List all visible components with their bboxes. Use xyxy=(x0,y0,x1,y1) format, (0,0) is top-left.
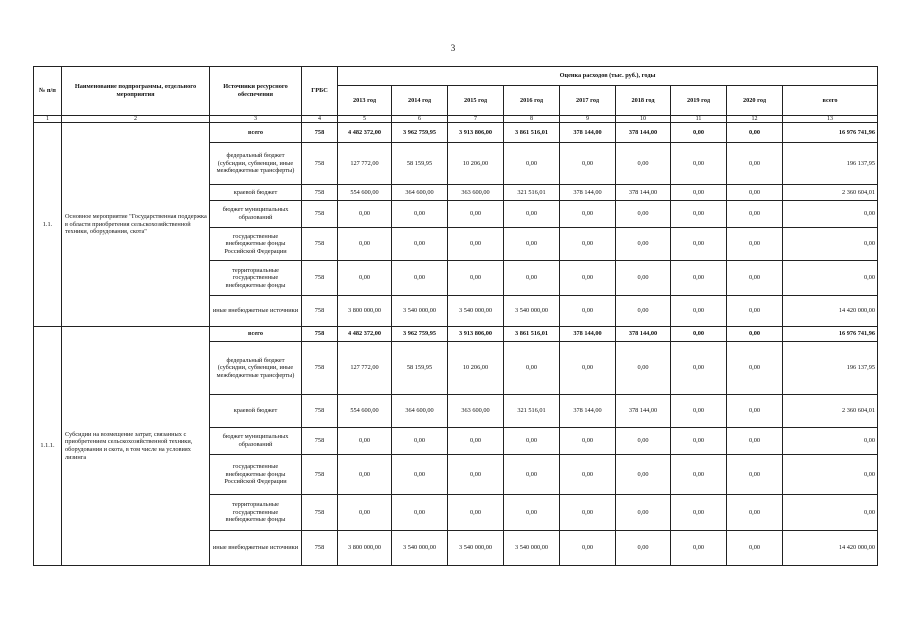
year-value: 0,00 xyxy=(616,261,671,296)
year-value: 0,00 xyxy=(616,228,671,261)
funding-source: федеральный бюджет (субсидии, субвенции, иные межбюджетные трансферты) xyxy=(210,143,302,185)
year-value: 321 516,01 xyxy=(504,395,560,428)
year-value: 0,00 xyxy=(616,531,671,566)
total-value: 14 420 000,00 xyxy=(783,296,878,327)
year-value: 0,00 xyxy=(338,495,392,531)
funding-source: всего xyxy=(210,123,302,143)
year-value: 0,00 xyxy=(504,428,560,455)
grbs-code: 758 xyxy=(302,201,338,228)
year-value: 0,00 xyxy=(671,395,727,428)
row-name: Субсидии на возмещение затрат, связанных с приобретением сельскохозяйственной техники, оборудования и скота, в том числе на условиях лизинга xyxy=(62,327,210,566)
year-value: 0,00 xyxy=(392,455,448,495)
year-value: 127 772,00 xyxy=(338,143,392,185)
year-value: 10 206,00 xyxy=(448,143,504,185)
year-value: 0,00 xyxy=(727,327,783,342)
year-value: 3 913 806,00 xyxy=(448,123,504,143)
grbs-code: 758 xyxy=(302,455,338,495)
year-value: 3 540 000,00 xyxy=(448,531,504,566)
year-value: 0,00 xyxy=(727,143,783,185)
total-value: 0,00 xyxy=(783,201,878,228)
year-value: 0,00 xyxy=(727,261,783,296)
funding-source: федеральный бюджет (субсидии, субвенции, иные межбюджетные трансферты) xyxy=(210,342,302,395)
year-value: 58 159,95 xyxy=(392,143,448,185)
year-value: 3 861 516,01 xyxy=(504,327,560,342)
year-value: 0,00 xyxy=(727,428,783,455)
year-value: 0,00 xyxy=(727,185,783,201)
year-value: 0,00 xyxy=(392,495,448,531)
year-value: 3 540 000,00 xyxy=(504,531,560,566)
year-value: 321 516,01 xyxy=(504,185,560,201)
header-year: 2019 год xyxy=(671,86,727,116)
funding-source: всего xyxy=(210,327,302,342)
year-value: 3 962 759,95 xyxy=(392,123,448,143)
total-value: 0,00 xyxy=(783,455,878,495)
year-value: 0,00 xyxy=(727,531,783,566)
year-value: 363 600,00 xyxy=(448,185,504,201)
year-value: 0,00 xyxy=(671,531,727,566)
total-value: 196 137,95 xyxy=(783,143,878,185)
year-value: 0,00 xyxy=(504,143,560,185)
table-row xyxy=(34,327,878,342)
year-value: 0,00 xyxy=(727,495,783,531)
year-value: 0,00 xyxy=(560,455,616,495)
year-value: 378 144,00 xyxy=(560,395,616,428)
year-value: 0,00 xyxy=(392,428,448,455)
year-value: 0,00 xyxy=(504,342,560,395)
year-value: 0,00 xyxy=(671,327,727,342)
funding-source: бюджет муниципальных образований xyxy=(210,428,302,455)
funding-source: иные внебюджетные источники xyxy=(210,531,302,566)
column-index: 3 xyxy=(210,116,302,123)
column-index: 6 xyxy=(392,116,448,123)
column-index: 9 xyxy=(560,116,616,123)
column-index: 10 xyxy=(616,116,671,123)
year-value: 4 482 372,00 xyxy=(338,327,392,342)
year-value: 554 600,00 xyxy=(338,395,392,428)
year-value: 0,00 xyxy=(338,455,392,495)
total-value: 14 420 000,00 xyxy=(783,531,878,566)
grbs-code: 758 xyxy=(302,261,338,296)
column-index: 4 xyxy=(302,116,338,123)
year-value: 378 144,00 xyxy=(560,123,616,143)
year-value: 0,00 xyxy=(448,495,504,531)
header-year: 2017 год xyxy=(560,86,616,116)
total-value: 2 360 604,01 xyxy=(783,185,878,201)
table-row xyxy=(34,123,878,143)
year-value: 4 482 372,00 xyxy=(338,123,392,143)
year-value: 378 144,00 xyxy=(616,185,671,201)
year-value: 0,00 xyxy=(504,228,560,261)
year-value: 3 540 000,00 xyxy=(448,296,504,327)
year-value: 0,00 xyxy=(338,228,392,261)
year-value: 3 913 806,00 xyxy=(448,327,504,342)
year-value: 0,00 xyxy=(560,228,616,261)
grbs-code: 758 xyxy=(302,342,338,395)
year-value: 0,00 xyxy=(560,201,616,228)
year-value: 0,00 xyxy=(671,342,727,395)
total-value: 2 360 604,01 xyxy=(783,395,878,428)
year-value: 378 144,00 xyxy=(616,327,671,342)
total-value: 0,00 xyxy=(783,228,878,261)
year-value: 0,00 xyxy=(727,395,783,428)
grbs-code: 758 xyxy=(302,123,338,143)
year-value: 0,00 xyxy=(504,261,560,296)
header-grbs: ГРБС xyxy=(302,67,338,116)
year-value: 0,00 xyxy=(671,201,727,228)
year-value: 3 540 000,00 xyxy=(392,296,448,327)
year-value: 3 861 516,01 xyxy=(504,123,560,143)
header-source: Источники ресурсного обеспечения xyxy=(210,67,302,116)
year-value: 0,00 xyxy=(671,185,727,201)
year-value: 0,00 xyxy=(727,123,783,143)
year-value: 0,00 xyxy=(727,228,783,261)
header-year: 2013 год xyxy=(338,86,392,116)
total-value: 0,00 xyxy=(783,428,878,455)
total-value: 16 976 741,96 xyxy=(783,123,878,143)
year-value: 0,00 xyxy=(671,123,727,143)
total-value: 0,00 xyxy=(783,495,878,531)
year-value: 0,00 xyxy=(671,143,727,185)
grbs-code: 758 xyxy=(302,531,338,566)
year-value: 0,00 xyxy=(448,201,504,228)
total-value: 196 137,95 xyxy=(783,342,878,395)
year-value: 0,00 xyxy=(727,296,783,327)
year-value: 3 540 000,00 xyxy=(392,531,448,566)
funding-source: территориальные государственные внебюджетные фонды xyxy=(210,261,302,296)
year-value: 0,00 xyxy=(504,455,560,495)
grbs-code: 758 xyxy=(302,428,338,455)
budget-table xyxy=(33,66,878,566)
row-name: Основное мероприятие "Государственная поддержка в области приобретения сельскохозяйственной техники, оборудования, скота" xyxy=(62,123,210,327)
year-value: 0,00 xyxy=(504,495,560,531)
total-value: 16 976 741,96 xyxy=(783,327,878,342)
year-value: 0,00 xyxy=(727,201,783,228)
grbs-code: 758 xyxy=(302,143,338,185)
year-value: 127 772,00 xyxy=(338,342,392,395)
year-value: 0,00 xyxy=(616,428,671,455)
year-value: 0,00 xyxy=(671,261,727,296)
year-value: 0,00 xyxy=(616,201,671,228)
year-value: 0,00 xyxy=(338,261,392,296)
column-index: 13 xyxy=(783,116,878,123)
header-year: 2020 год xyxy=(727,86,783,116)
year-value: 0,00 xyxy=(616,455,671,495)
grbs-code: 758 xyxy=(302,296,338,327)
grbs-code: 758 xyxy=(302,495,338,531)
year-value: 3 540 000,00 xyxy=(504,296,560,327)
year-value: 3 800 000,00 xyxy=(338,296,392,327)
year-value: 0,00 xyxy=(448,261,504,296)
year-value: 0,00 xyxy=(560,531,616,566)
column-index: 7 xyxy=(448,116,504,123)
year-value: 3 800 000,00 xyxy=(338,531,392,566)
year-value: 378 144,00 xyxy=(616,395,671,428)
funding-source: бюджет муниципальных образований xyxy=(210,201,302,228)
year-value: 0,00 xyxy=(616,296,671,327)
year-value: 0,00 xyxy=(727,455,783,495)
year-value: 0,00 xyxy=(560,296,616,327)
year-value: 554 600,00 xyxy=(338,185,392,201)
year-value: 378 144,00 xyxy=(560,327,616,342)
column-index: 11 xyxy=(671,116,727,123)
year-value: 0,00 xyxy=(671,455,727,495)
header-name: Наименование подпрограммы, отдельного мероприятия xyxy=(62,67,210,116)
funding-source: иные внебюджетные источники xyxy=(210,296,302,327)
column-index: 2 xyxy=(62,116,210,123)
year-value: 0,00 xyxy=(392,228,448,261)
year-value: 0,00 xyxy=(560,428,616,455)
year-value: 364 600,00 xyxy=(392,395,448,428)
year-value: 0,00 xyxy=(616,342,671,395)
funding-source: территориальные государственные внебюджетные фонды xyxy=(210,495,302,531)
grbs-code: 758 xyxy=(302,228,338,261)
header-year: 2014 год xyxy=(392,86,448,116)
grbs-code: 758 xyxy=(302,395,338,428)
year-value: 0,00 xyxy=(448,228,504,261)
year-value: 0,00 xyxy=(392,201,448,228)
year-value: 0,00 xyxy=(671,228,727,261)
column-index: 5 xyxy=(338,116,392,123)
funding-source: краевой бюджет xyxy=(210,185,302,201)
year-value: 0,00 xyxy=(616,143,671,185)
year-value: 0,00 xyxy=(338,201,392,228)
grbs-code: 758 xyxy=(302,185,338,201)
year-value: 0,00 xyxy=(560,261,616,296)
year-value: 0,00 xyxy=(448,455,504,495)
header-year: 2018 год xyxy=(616,86,671,116)
funding-source: государственные внебюджетные фонды Российской Федерации xyxy=(210,228,302,261)
year-value: 3 962 759,95 xyxy=(392,327,448,342)
year-value: 0,00 xyxy=(560,342,616,395)
year-value: 364 600,00 xyxy=(392,185,448,201)
year-value: 58 159,95 xyxy=(392,342,448,395)
year-value: 10 206,00 xyxy=(448,342,504,395)
header-estimate: Оценка расходов (тыс. руб.), годы xyxy=(338,67,878,86)
year-value: 0,00 xyxy=(671,495,727,531)
year-value: 378 144,00 xyxy=(560,185,616,201)
header-year: 2015 год xyxy=(448,86,504,116)
year-value: 0,00 xyxy=(727,342,783,395)
header-num: № п/п xyxy=(34,67,62,116)
year-value: 363 600,00 xyxy=(448,395,504,428)
column-index: 12 xyxy=(727,116,783,123)
year-value: 0,00 xyxy=(671,428,727,455)
year-value: 0,00 xyxy=(448,428,504,455)
total-value: 0,00 xyxy=(783,261,878,296)
page-number: 3 xyxy=(450,43,456,53)
column-index: 8 xyxy=(504,116,560,123)
year-value: 0,00 xyxy=(560,495,616,531)
year-value: 0,00 xyxy=(338,428,392,455)
funding-source: государственные внебюджетные фонды Российской Федерации xyxy=(210,455,302,495)
header-year: 2016 год xyxy=(504,86,560,116)
row-code: 1.1.1. xyxy=(34,327,62,566)
row-code: 1.1. xyxy=(34,123,62,327)
year-value: 0,00 xyxy=(671,296,727,327)
column-index: 1 xyxy=(34,116,62,123)
header-year: всего xyxy=(783,86,878,116)
year-value: 0,00 xyxy=(504,201,560,228)
grbs-code: 758 xyxy=(302,327,338,342)
year-value: 0,00 xyxy=(392,261,448,296)
year-value: 0,00 xyxy=(616,495,671,531)
year-value: 0,00 xyxy=(560,143,616,185)
year-value: 378 144,00 xyxy=(616,123,671,143)
funding-source: краевой бюджет xyxy=(210,395,302,428)
